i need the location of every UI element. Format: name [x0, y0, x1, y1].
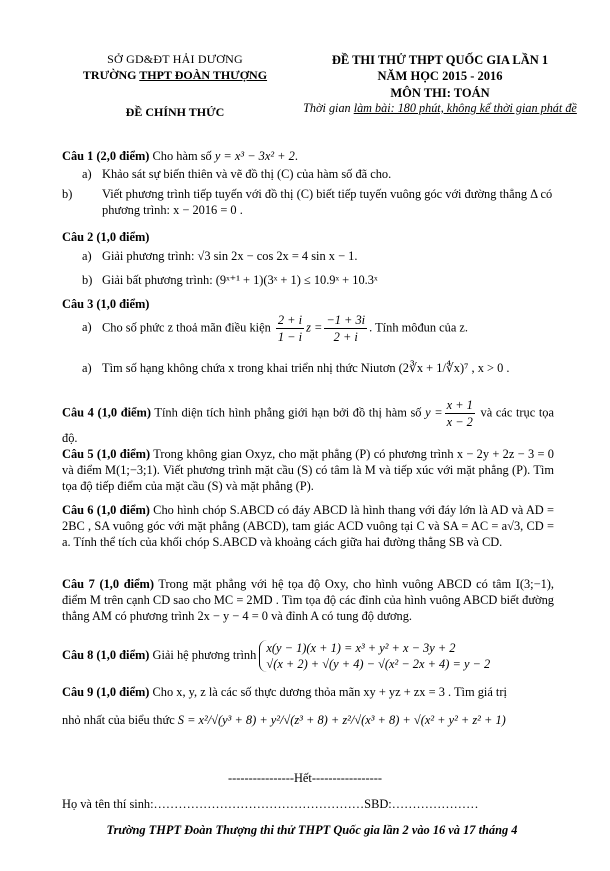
question-8: Câu 8 (1,0 điểm) Giải hệ phương trình x(y − 1)(x + 1) = x³ + y² + x − 3y + 2 √(x + 2) + √(y + 4) − √(x² − 2x + 4) = y − 2 [62, 641, 491, 672]
question-2b: b) Giải bất phương trình: (9ˣ⁺¹ + 1)(3ˣ + 1) ≤ 10.9ˣ + 10.3ˣ [82, 273, 378, 287]
department: SỞ GD&ĐT HẢI DƯƠNG [107, 52, 243, 66]
question-9-expression: nhỏ nhất của biểu thức S = x²/√(y³ + 8) + y²/√(z³ + 8) + z²/√(x³ + 8) + √(x² + y² + z² + 1) [62, 713, 506, 727]
footer-note: Trường THPT Đoàn Thượng thi thử THPT Quốc gia lần 2 vào 16 và 17 tháng 4 [106, 823, 518, 837]
question-5: Câu 5 (1,0 điểm) Trong không gian Oxyz, cho mặt phẳng (P) có phương trình x − 2y + 2z − 3 = 0 và điểm M(1;−3;1). Viết phương trình mặt cầu (S) có tâm là M và tiếp xúc với mặt phẳng (P). Tìm tọa độ tiếp điểm của mặt cầu (S) và mặt phẳng (P). [62, 447, 555, 494]
question-6: Câu 6 (1,0 điểm) Cho hình chóp S.ABCD có đáy ABCD là hình thang với đáy lớn là AD và AD = 2BC , SA vuông góc với mặt phẳng (ABCD), tam giác ACD vuông tại C và SA = AC = a√3, CD = a. Tính thể tích của khối chóp S.ABCD và khoảng cách giữa hai đường thẳng SB và CD. [62, 503, 554, 550]
official-label: ĐỀ CHÍNH THỨC [125, 105, 225, 120]
end-mark: ----------------Hết----------------- [227, 771, 383, 785]
question-2a: a) Giải phương trình: √3 sin 2x − cos 2x = 4 sin x − 1. [82, 249, 358, 263]
question-3b: a) Tìm số hạng không chứa x trong khai triển nhị thức Niutơn (2∛x + 1/∜x)⁷ , x > 0 . [82, 361, 510, 375]
header-right [280, 52, 600, 117]
header-left [60, 52, 290, 121]
fraction: $\frac{-1 + 3i}{2 + i}$ [326, 313, 366, 345]
question-9: Câu 9 (1,0 điểm) Cho x, y, z là các số thực dương thỏa mãn xy + yz + zx = 3 . Tìm giá trị [62, 685, 507, 699]
question-2: Câu 2 (1,0 điểm) [62, 230, 150, 244]
time-info: Thời gian làm bài: 180 phút, không kể thời gian phát đề [303, 100, 577, 115]
candidate-info-line: Họ và tên thí sinh:……………………………………………SBD:………………… [62, 797, 479, 811]
school-year: NĂM HỌC 2015 - 2016 [377, 69, 503, 84]
question-3: Câu 3 (1,0 điểm) [62, 297, 150, 311]
subject: MÔN THI: TOÁN [390, 85, 490, 100]
fraction: $\frac{2 + i}{1 - i}$ [277, 313, 303, 345]
question-1b: b) Viết phương trình tiếp tuyến với đồ thị (C) biết tiếp tuyến vuông góc với đường thẳng Δ có phương trình: x − 2016 = 0 . [62, 187, 553, 218]
school-name: TRƯỜNG THPT ĐOÀN THƯỢNG [82, 67, 268, 82]
question-4: Câu 4 (1,0 điểm) Tính diện tích hình phẳng giới hạn bởi đồ thị hàm số y = $\frac{x + 1}{x - 2}$ và các trục tọa độ. [62, 398, 554, 446]
question-3a: a) Cho số phức z thoả mãn điều kiện $\frac{2 + i}{1 - i}$ z = $\frac{-1 + 3i}{2 + i}$ . Tính môđun của z. [82, 313, 469, 345]
question-1: Câu 1 (2,0 điểm) Cho hàm số y = x³ − 3x² + 2. [62, 149, 298, 163]
question-1a: a) Khảo sát sự biến thiên và vẽ đồ thị (C) của hàm số đã cho. [82, 167, 392, 181]
exam-title: ĐỀ THI THỬ THPT QUỐC GIA LẦN 1 [331, 53, 549, 67]
question-7: Câu 7 (1,0 điểm) Trong mặt phẳng với hệ tọa độ Oxy, cho hình vuông ABCD có tâm I(3;−1), điểm M trên cạnh CD sao cho MC = 2MD . Tìm tọa độ các đỉnh của hình vuông ABCD biết đường thẳng AM có phương trình 2x − y − 4 = 0 và đỉnh A có tung độ dương. [62, 577, 554, 624]
fraction: $\frac{x + 1}{x - 2}$ [446, 398, 473, 430]
equation-system: x(y − 1)(x + 1) = x³ + y² + x − 3y + 2 √(x + 2) + √(y + 4) − √(x² − 2x + 4) = y − 2 [259, 640, 490, 672]
